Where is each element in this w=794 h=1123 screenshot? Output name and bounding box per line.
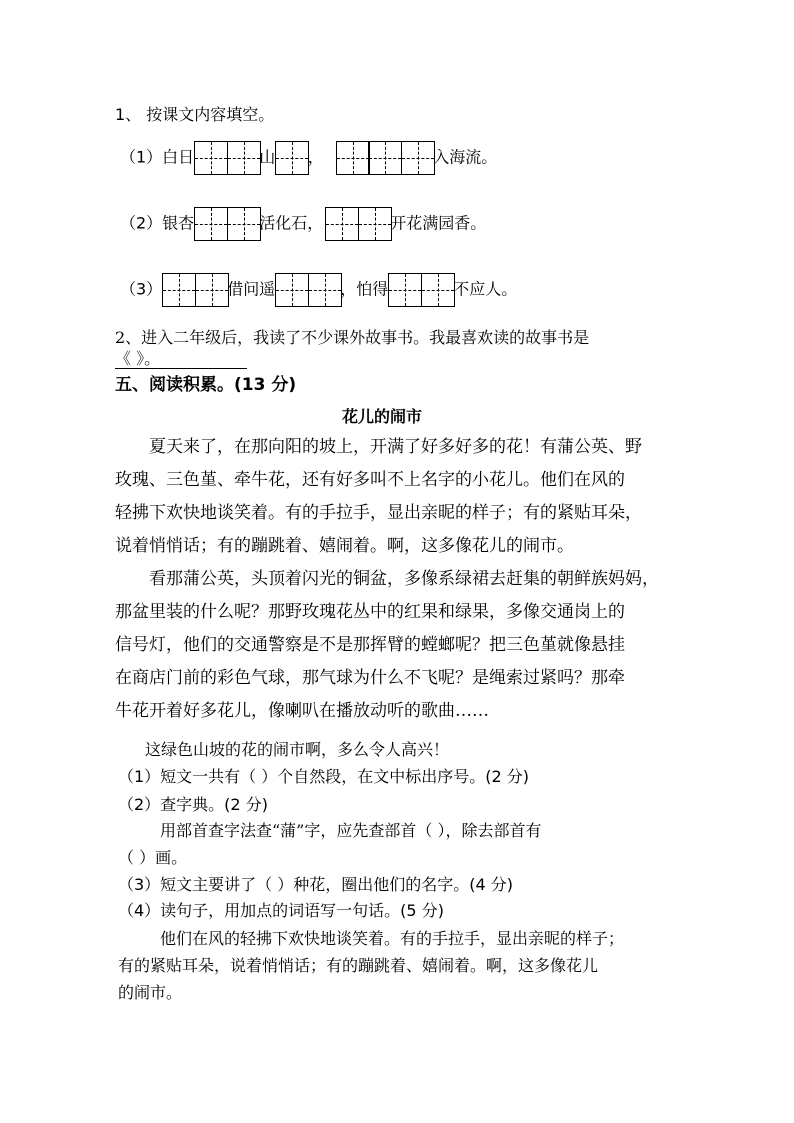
fill-line-1 — [120, 141, 497, 175]
passage-body — [115, 431, 695, 728]
question-1: （1）短文一共有（ ）个自然段，在文中标出序号。(2 分) — [118, 767, 530, 786]
passage-title: 花儿的闹市 — [342, 407, 423, 426]
fill-line-1-mid2: ， — [307, 147, 324, 167]
fill-line-1-mid1: 山 — [259, 147, 276, 167]
passage-line: 牛花开着好多花儿，像喇叭在播放动听的歌曲…… — [115, 701, 489, 721]
answer-boxes-2b[interactable] — [325, 207, 390, 241]
question-4-line2: 有的紧贴耳朵，说着悄悄话；有的蹦跳着、嬉闹着。啊，这多像花儿 — [118, 956, 599, 975]
fill-line-2-prefix: （2）银杏 — [120, 213, 195, 233]
fill-line-3-mid2: ，怕得 — [340, 279, 389, 299]
char-box[interactable] — [358, 207, 392, 241]
fill-line-3-mid1: 借问遥 — [227, 279, 276, 299]
question-2: （2）查字典。(2 分) — [118, 795, 268, 814]
passage-line: 在商店门前的彩色气球，那气球为什么不飞呢？是绳索过紧吗？那牵 — [115, 668, 625, 688]
char-box[interactable] — [368, 141, 402, 175]
question-4-line1: 他们在风的轻拂下欢快地谈笑着。有的手拉手，显出亲昵的样子； — [160, 929, 625, 948]
passage-closing: 这绿色山坡的花的闹市啊，多么令人高兴！ — [145, 740, 450, 759]
char-box[interactable] — [227, 207, 261, 241]
fill-line-3-suffix: 不应人。 — [453, 279, 518, 299]
question-4-line3: 的闹市。 — [118, 983, 183, 1002]
char-box[interactable] — [275, 141, 309, 175]
answer-boxes-3a[interactable] — [162, 273, 227, 307]
passage-line: 轻拂下欢快地谈笑着。有的手拉手，显出亲昵的样子；有的紧贴耳朵， — [115, 503, 642, 523]
answer-boxes-1a[interactable] — [194, 141, 259, 175]
passage-line: 夏天来了，在那向阳的坡上，开满了好多好多的花！有蒲公英、野 — [149, 437, 642, 457]
char-box[interactable] — [388, 273, 422, 307]
answer-boxes-1b[interactable] — [275, 141, 308, 175]
answer-underline[interactable] — [115, 368, 247, 369]
answer-boxes-3c[interactable] — [388, 273, 453, 307]
fill-line-1-prefix: （1）白日 — [120, 147, 195, 167]
passage-line: 玫瑰、三色堇、牵牛花，还有好多叫不上名字的小花儿。他们在风的 — [115, 470, 625, 490]
passage-line: 信号灯，他们的交通警察是不是那挥臂的螳螂呢？把三色堇就像悬挂 — [115, 635, 625, 655]
char-box[interactable] — [336, 141, 370, 175]
fill-line-2-suffix: 开花满园香。 — [390, 213, 487, 233]
question-3: （3）短文主要讲了（ ）种花，圈出他们的名字。(4 分) — [118, 875, 514, 894]
char-box[interactable] — [421, 273, 455, 307]
fill-line-3-prefix: （3） — [120, 279, 163, 299]
char-box[interactable] — [308, 273, 342, 307]
section1-heading: 1、 按课文内容填空。 — [115, 105, 275, 124]
passage-line: 说着悄悄话；有的蹦跳着、嬉闹着。啊，这多像花儿的闹市。 — [115, 536, 574, 556]
char-box[interactable] — [194, 207, 228, 241]
answer-boxes-1c[interactable] — [336, 141, 434, 175]
answer-boxes-2a[interactable] — [194, 207, 259, 241]
char-box[interactable] — [162, 273, 196, 307]
fill-line-1-suffix: 入海流。 — [433, 147, 498, 167]
section5-heading: 五、阅读积累。(13 分) — [115, 375, 297, 395]
question-2-line1: 用部首查字法查“蒲”字，应先查部首（ ），除去部首有 — [160, 821, 542, 840]
char-box[interactable] — [401, 141, 435, 175]
char-box[interactable] — [325, 207, 359, 241]
char-box[interactable] — [227, 141, 261, 175]
section2-line2: 《 》。 — [115, 349, 161, 368]
passage-line: 那盆里装的什么呢？那野玫瑰花丛中的红果和绿果，多像交通岗上的 — [115, 602, 625, 622]
passage-line: 看那蒲公英，头顶着闪光的铜盆，多像系绿裙去赶集的朝鲜族妈妈， — [149, 569, 659, 589]
section2-line1: 2、进入二年级后，我读了不少课外故事书。我最喜欢读的故事书是 — [115, 328, 590, 347]
fill-line-3 — [120, 273, 517, 307]
answer-boxes-3b[interactable] — [275, 273, 340, 307]
question-4: （4）读句子，用加点的词语写一句话。(5 分) — [118, 901, 444, 920]
char-box[interactable] — [275, 273, 309, 307]
char-box[interactable] — [194, 141, 228, 175]
question-2-line2: （ ）画。 — [118, 848, 188, 867]
fill-line-2 — [120, 207, 486, 241]
fill-line-2-mid1: 活化石， — [259, 213, 324, 233]
char-box[interactable] — [195, 273, 229, 307]
